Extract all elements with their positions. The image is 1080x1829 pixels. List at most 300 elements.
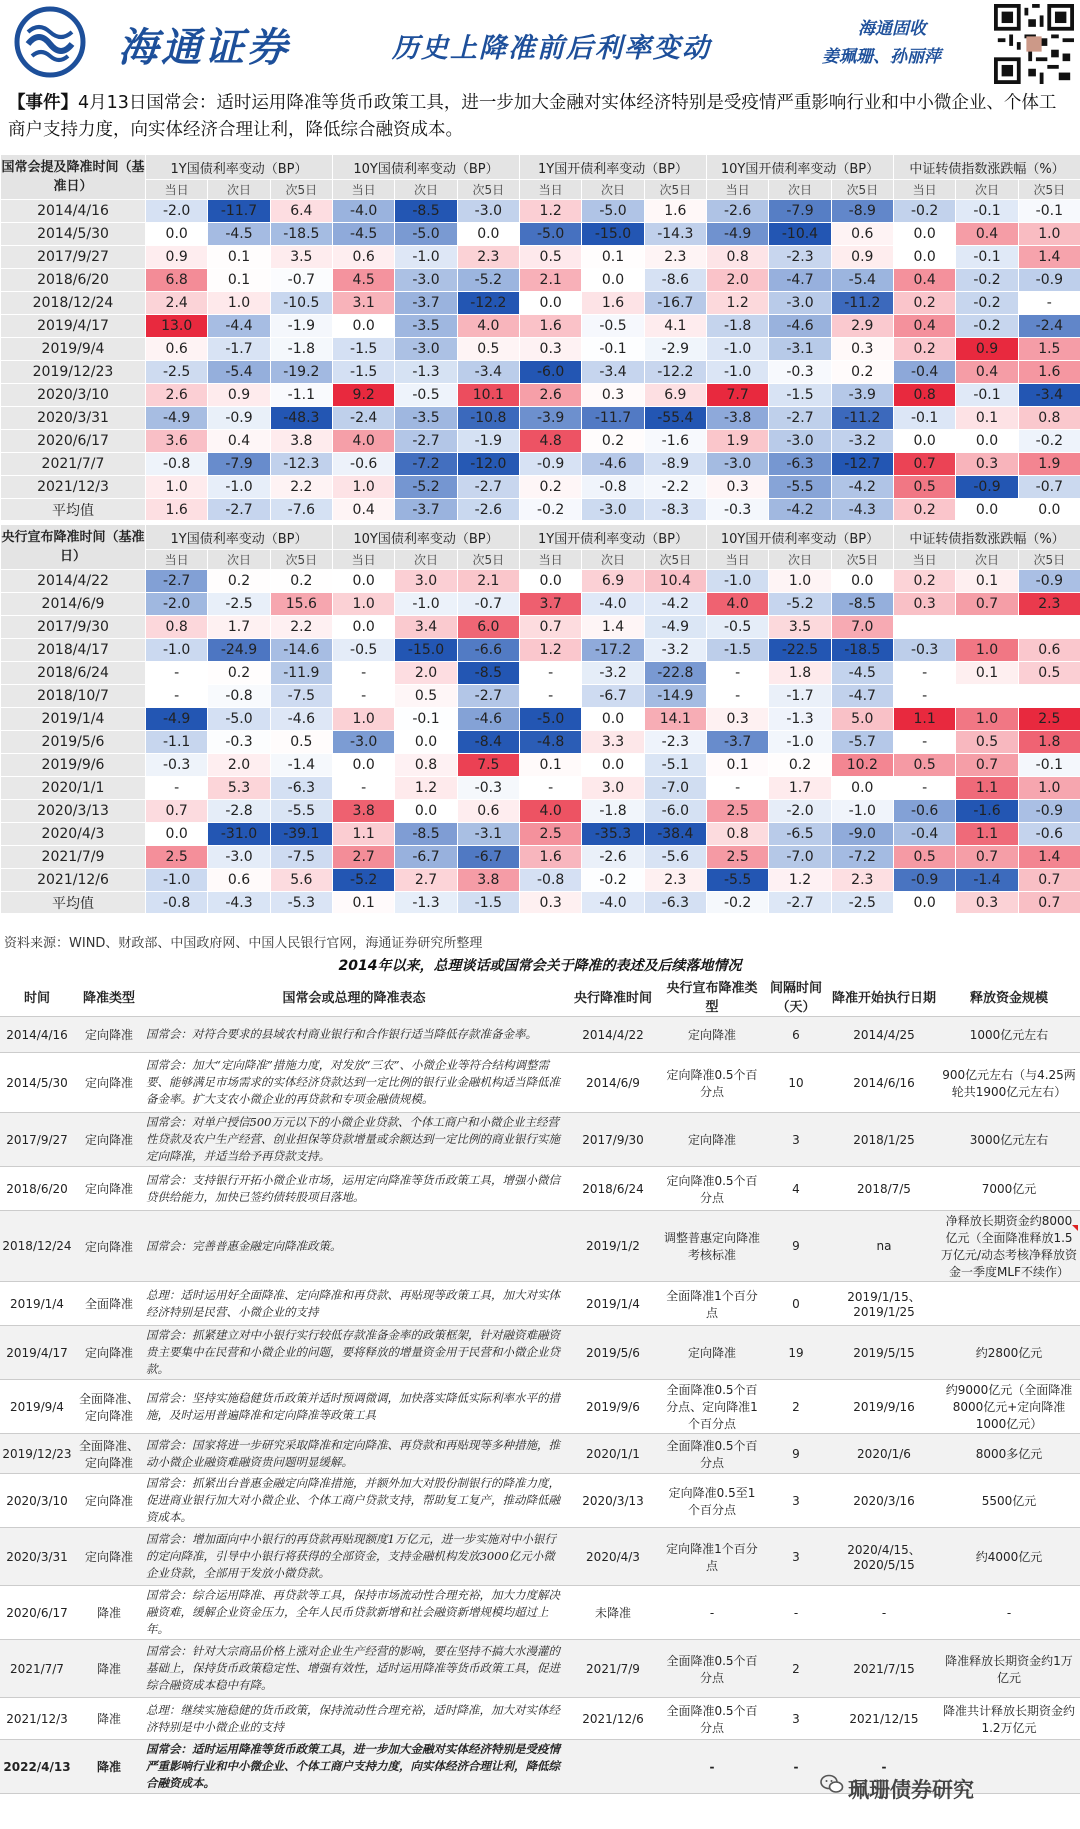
value-cell: -0.2 — [956, 269, 1018, 292]
row-date: 2019/9/6 — [1, 754, 146, 777]
value-cell: -38.4 — [644, 823, 706, 846]
row-date: 2020/3/31 — [1, 407, 146, 430]
value-cell: -3.4 — [457, 361, 519, 384]
cell-exec-date: 2019/5/15 — [830, 1326, 938, 1380]
table-row — [0, 1113, 1080, 1167]
table-row — [1, 315, 1080, 338]
value-cell: 5.3 — [208, 777, 270, 800]
value-cell: -0.4 — [893, 823, 955, 846]
table-row — [1, 476, 1080, 499]
value-cell: -24.9 — [208, 639, 270, 662]
value-cell: -6.3 — [769, 453, 831, 476]
average-cell: -5.3 — [270, 892, 332, 914]
row-date: 2020/4/3 — [1, 823, 146, 846]
cell-exec-date: 2021/7/15 — [830, 1640, 938, 1698]
value-cell: 6.9 — [582, 570, 644, 593]
value-cell: -4.9 — [146, 708, 208, 731]
event-text: 4月13日国常会：适时运用降准等货币政策工具，进一步加大金融对实体经济特别是受疫情严重影响行业和中小微企业、个体工商户支持力度，向实体经济合理让利，降低综合融资成本。 — [8, 93, 1057, 140]
value-cell: -0.2 — [956, 315, 1018, 338]
cell-statement: 国常会：国家将进一步研究采取降准和定向降准、再贷款和再贴现等多种措施，推动小微企业融资难融资贵问题明显缓解。 — [144, 1434, 564, 1474]
value-cell: 0.1 — [520, 754, 582, 777]
average-cell: -0.2 — [706, 892, 768, 914]
value-cell: 4.8 — [520, 430, 582, 453]
value-cell: 0.4 — [893, 315, 955, 338]
value-cell: 7.7 — [706, 384, 768, 407]
value-cell: -6.5 — [769, 823, 831, 846]
value-cell: 0.7 — [1018, 869, 1080, 892]
value-cell: 2.0 — [706, 269, 768, 292]
average-row — [1, 892, 1080, 914]
sub-header: 次日 — [956, 550, 1018, 570]
value-cell: 1.2 — [706, 292, 768, 315]
value-cell: -4.7 — [831, 685, 893, 708]
value-cell: -1.0 — [706, 361, 768, 384]
average-cell: 0.4 — [333, 499, 395, 521]
table-row — [1, 361, 1080, 384]
value-cell: -7.0 — [769, 846, 831, 869]
value-cell: 2.3 — [457, 246, 519, 269]
average-cell: -4.3 — [208, 892, 270, 914]
value-cell: -1.0 — [831, 800, 893, 823]
table-row — [1, 430, 1080, 453]
rrr-history-table — [0, 976, 1080, 1794]
value-cell: 0.0 — [582, 708, 644, 731]
value-cell: -4.6 — [270, 708, 332, 731]
value-cell: 1.8 — [1018, 731, 1080, 754]
average-label: 平均值 — [1, 499, 146, 521]
value-cell — [1018, 616, 1080, 639]
value-cell: -0.1 — [395, 708, 457, 731]
average-cell: -2.6 — [457, 499, 519, 521]
average-cell: -6.3 — [644, 892, 706, 914]
value-cell — [956, 616, 1018, 639]
value-cell: 0.0 — [520, 570, 582, 593]
column-header: 释放资金规模 — [938, 976, 1080, 1017]
value-cell: 1.6 — [644, 200, 706, 223]
row-date: 2019/12/23 — [1, 361, 146, 384]
average-cell: 0.0 — [956, 499, 1018, 521]
value-cell: -19.2 — [270, 361, 332, 384]
value-cell: -1.5 — [769, 384, 831, 407]
cell-type: 定向降准 — [74, 1113, 144, 1167]
value-cell: -4.5 — [831, 662, 893, 685]
cell-type: 降准 — [74, 1740, 144, 1794]
value-cell: -4.2 — [644, 593, 706, 616]
key-date-header: 国常会提及降准时间（基准日） — [1, 155, 146, 200]
cell-pboc-type: 定向降准0.5个百分点 — [662, 1053, 762, 1113]
table-row — [0, 1380, 1080, 1434]
group-header: 1Y国债利率变动（BP） — [146, 155, 333, 180]
value-cell: 1.0 — [1018, 777, 1080, 800]
value-cell: 1.0 — [146, 476, 208, 499]
cell-statement: 国常会：抓紧建立对中小银行实行较低存款准备金率的政策框架，针对融资难融资贵主要集中在民营和小微企业的问题，要将释放的增量资金用于民营和小微企业贷款。 — [144, 1326, 564, 1380]
value-cell: -11.9 — [270, 662, 332, 685]
table-row — [1, 223, 1080, 246]
value-cell: -3.9 — [520, 407, 582, 430]
sub-header: 次5日 — [644, 550, 706, 570]
value-cell: -8.5 — [457, 662, 519, 685]
value-cell: -55.4 — [644, 407, 706, 430]
cell-exec-date: 2020/1/6 — [830, 1434, 938, 1474]
value-cell: -1.0 — [208, 476, 270, 499]
value-cell: - — [333, 777, 395, 800]
value-cell: 4.0 — [520, 800, 582, 823]
value-cell: 0.7 — [956, 593, 1018, 616]
table-row — [1, 846, 1080, 869]
cell-pboc-date: 2017/9/30 — [564, 1113, 662, 1167]
value-cell: -9.0 — [831, 823, 893, 846]
value-cell: - — [520, 777, 582, 800]
value-cell: -2.2 — [644, 476, 706, 499]
value-cell: -3.8 — [706, 407, 768, 430]
value-cell: -1.8 — [270, 338, 332, 361]
value-cell: -4.2 — [831, 476, 893, 499]
value-cell: 0.0 — [395, 731, 457, 754]
cell-type: 定向降准 — [74, 1474, 144, 1528]
table-row — [1, 384, 1080, 407]
value-cell: 2.7 — [333, 846, 395, 869]
value-cell: - — [146, 662, 208, 685]
value-cell: 1.2 — [395, 777, 457, 800]
value-cell: 3.6 — [146, 430, 208, 453]
value-cell: -0.7 — [1018, 476, 1080, 499]
value-cell: 0.8 — [1018, 407, 1080, 430]
cell-amount: 3000亿元左右 — [938, 1113, 1080, 1167]
column-header: 间隔时间（天） — [762, 976, 830, 1017]
sub-header: 次日 — [208, 550, 270, 570]
value-cell: -2.7 — [395, 430, 457, 453]
value-cell: -2.3 — [644, 731, 706, 754]
value-cell: 2.2 — [270, 476, 332, 499]
value-cell: - — [706, 777, 768, 800]
cell-amount: 降准释放长期资金约1万亿元 — [938, 1640, 1080, 1698]
table-row — [1, 823, 1080, 846]
value-cell: 2.1 — [457, 570, 519, 593]
value-cell: -3.2 — [644, 639, 706, 662]
average-cell: 0.1 — [333, 892, 395, 914]
cell-time: 2018/6/20 — [0, 1167, 74, 1211]
cell-pboc-date: 2014/4/22 — [564, 1017, 662, 1053]
value-cell: 0.2 — [831, 361, 893, 384]
value-cell: -2.0 — [146, 593, 208, 616]
value-cell: -1.0 — [706, 570, 768, 593]
sub-header: 次5日 — [270, 550, 332, 570]
value-cell: -3.2 — [831, 430, 893, 453]
table-row — [0, 1474, 1080, 1528]
cell-time: 2021/7/7 — [0, 1640, 74, 1698]
average-cell: 0.2 — [893, 499, 955, 521]
value-cell: 2.5 — [146, 846, 208, 869]
cell-pboc-date: 2019/1/2 — [564, 1211, 662, 1282]
column-header: 降准开始执行日期 — [830, 976, 938, 1017]
value-cell: -14.6 — [270, 639, 332, 662]
value-cell: -3.9 — [831, 384, 893, 407]
value-cell: -3.0 — [769, 292, 831, 315]
value-cell: -5.0 — [520, 708, 582, 731]
table-row — [1, 639, 1080, 662]
cell-amount: 8000多亿元 — [938, 1434, 1080, 1474]
value-cell: 0.5 — [893, 754, 955, 777]
value-cell: -4.5 — [208, 223, 270, 246]
row-date: 2018/4/17 — [1, 639, 146, 662]
cell-amount: 7000亿元 — [938, 1167, 1080, 1211]
value-cell: 3.8 — [457, 869, 519, 892]
value-cell: -1.7 — [208, 338, 270, 361]
table-row — [1, 869, 1080, 892]
sub-header: 次日 — [582, 180, 644, 200]
value-cell: -6.7 — [582, 685, 644, 708]
cell-time: 2014/5/30 — [0, 1053, 74, 1113]
cell-pboc-type: 定向降准 — [662, 1113, 762, 1167]
cell-pboc-date: 未降准 — [564, 1586, 662, 1640]
row-date: 2019/5/6 — [1, 731, 146, 754]
value-cell: -2.0 — [146, 200, 208, 223]
cell-statement: 国常会：增加面向中小银行的再贷款再贴现额度1万亿元，进一步实施对中小银行的定向降准，引导中小银行将获得的全部资金，支持金融机构发放3000亿元小微企业贷款，全部用于发放小微贷款。 — [144, 1528, 564, 1586]
value-cell: -18.5 — [831, 639, 893, 662]
row-date: 2019/4/17 — [1, 315, 146, 338]
group-header: 1Y国开债利率变动（BP） — [520, 155, 707, 180]
value-cell: -0.1 — [1018, 200, 1080, 223]
sub-header: 次5日 — [644, 180, 706, 200]
cell-statement: 国常会：综合运用降准、再贷款等工具，保持市场流动性合理充裕，加大力度解决融资难，缓解企业资金压力，全年人民币贷款新增和社会融资新增规模均超过上年。 — [144, 1586, 564, 1640]
value-cell: 7.0 — [831, 616, 893, 639]
value-cell: 0.9 — [146, 246, 208, 269]
cell-type: 定向降准 — [74, 1167, 144, 1211]
table-row — [1, 685, 1080, 708]
value-cell: -5.0 — [582, 200, 644, 223]
cell-pboc-type: 全面降准0.5个百分点 — [662, 1640, 762, 1698]
value-cell: 4.5 — [333, 269, 395, 292]
average-cell: -0.8 — [146, 892, 208, 914]
cell-gap: 19 — [762, 1326, 830, 1380]
cell-gap: 3 — [762, 1698, 830, 1740]
value-cell: 0.3 — [706, 476, 768, 499]
value-cell: 0.2 — [270, 570, 332, 593]
value-cell: -2.6 — [706, 200, 768, 223]
value-cell: 1.1 — [893, 708, 955, 731]
value-cell: -1.1 — [146, 731, 208, 754]
average-cell: -7.6 — [270, 499, 332, 521]
value-cell: -0.3 — [893, 639, 955, 662]
value-cell: -3.7 — [395, 292, 457, 315]
cell-pboc-type: 全面降准1个百分点 — [662, 1282, 762, 1326]
value-cell: -0.1 — [582, 338, 644, 361]
value-cell: 1.0 — [333, 593, 395, 616]
cell-pboc-date: 2020/3/13 — [564, 1474, 662, 1528]
value-cell: 1.0 — [333, 476, 395, 499]
column-header: 央行降准时间 — [564, 976, 662, 1017]
value-cell: 0.2 — [893, 570, 955, 593]
value-cell: 0.9 — [208, 384, 270, 407]
sub-header: 次日 — [395, 550, 457, 570]
sub-header: 次日 — [769, 180, 831, 200]
value-cell: -6.0 — [644, 800, 706, 823]
value-cell: -7.5 — [270, 685, 332, 708]
cell-exec-date: 2019/9/16 — [830, 1380, 938, 1434]
authors: 姜珮珊、孙丽萍 — [822, 47, 941, 67]
cell-pboc-type: 全面降准0.5个百分点、定向降准1个百分点 — [662, 1380, 762, 1434]
value-cell: 0.5 — [956, 731, 1018, 754]
value-cell: -4.5 — [333, 223, 395, 246]
value-cell — [893, 616, 955, 639]
value-cell: 0.5 — [457, 338, 519, 361]
value-cell: -0.9 — [208, 407, 270, 430]
sub-header: 当日 — [333, 180, 395, 200]
value-cell: 0.4 — [956, 361, 1018, 384]
value-cell: 0.5 — [520, 246, 582, 269]
table-row — [1, 570, 1080, 593]
sub-header: 次5日 — [1018, 180, 1080, 200]
value-cell: 2.5 — [520, 823, 582, 846]
cell-time: 2019/9/4 — [0, 1380, 74, 1434]
column-header: 国常会或总理的降准表态 — [144, 976, 564, 1017]
value-cell: -1.0 — [706, 338, 768, 361]
value-cell: 1.1 — [956, 823, 1018, 846]
cell-amount: 约9000亿元（全面降准8000亿元+定向降准1000亿元） — [938, 1380, 1080, 1434]
value-cell: -11.7 — [208, 200, 270, 223]
sub-header: 次日 — [395, 180, 457, 200]
cell-type: 定向降准 — [74, 1053, 144, 1113]
value-cell: 1.2 — [520, 200, 582, 223]
value-cell: 7.5 — [457, 754, 519, 777]
value-cell: - — [333, 685, 395, 708]
cell-pboc-type: - — [662, 1586, 762, 1640]
value-cell: 2.3 — [831, 869, 893, 892]
group-header: 中证转债指数涨跌幅（%） — [893, 155, 1080, 180]
cell-type: 定向降准 — [74, 1211, 144, 1282]
table-row — [1, 708, 1080, 731]
average-cell: -3.0 — [582, 499, 644, 521]
source-note: 资料来源：WIND、财政部、中国政府网、中国人民银行官网，海通证券研究所整理 — [4, 936, 483, 951]
value-cell: 6.0 — [457, 616, 519, 639]
value-cell: 0.0 — [457, 223, 519, 246]
value-cell: -4.6 — [582, 453, 644, 476]
value-cell: -0.5 — [333, 639, 395, 662]
cell-type: 定向降准 — [74, 1017, 144, 1053]
value-cell: -10.4 — [769, 223, 831, 246]
value-cell: -7.2 — [395, 453, 457, 476]
value-cell: 0.8 — [893, 384, 955, 407]
table-row — [0, 1586, 1080, 1640]
value-cell: 2.0 — [395, 662, 457, 685]
sub-header: 当日 — [706, 180, 768, 200]
table-row — [1, 338, 1080, 361]
cell-pboc-date: 2020/1/1 — [564, 1434, 662, 1474]
value-cell: 0.8 — [706, 823, 768, 846]
value-cell: -16.7 — [644, 292, 706, 315]
average-cell: 1.6 — [146, 499, 208, 521]
value-cell: 3.0 — [395, 570, 457, 593]
value-cell: 0.1 — [956, 570, 1018, 593]
cell-exec-date: - — [830, 1586, 938, 1640]
qr-code-icon — [994, 4, 1074, 84]
value-cell: -1.8 — [582, 800, 644, 823]
value-cell: -0.9 — [893, 869, 955, 892]
value-cell: -4.8 — [520, 731, 582, 754]
cell-pboc-date: 2021/7/9 — [564, 1640, 662, 1698]
cell-statement: 国常会：加大“定向降准”措施力度，对发放“三农”、小微企业等符合结构调整需要、能够满足市场需求的实体经济贷款达到一定比例的银行业金融机构适当降低准备金率。扩大支农小微企业的再贷款和专项金融债规模。 — [144, 1053, 564, 1113]
cell-exec-date: 2020/4/15、2020/5/15 — [830, 1528, 938, 1586]
value-cell: -0.3 — [146, 754, 208, 777]
value-cell: 2.6 — [520, 384, 582, 407]
value-cell: - — [1018, 292, 1080, 315]
value-cell: - — [893, 731, 955, 754]
value-cell: 0.6 — [146, 338, 208, 361]
value-cell: -7.5 — [270, 846, 332, 869]
value-cell: 3.0 — [582, 777, 644, 800]
value-cell: 3.7 — [520, 593, 582, 616]
value-cell: -2.3 — [769, 246, 831, 269]
value-cell: 1.9 — [706, 430, 768, 453]
value-cell: -0.1 — [956, 200, 1018, 223]
value-cell: -3.4 — [582, 361, 644, 384]
value-cell: 6.9 — [644, 384, 706, 407]
row-date: 2020/3/13 — [1, 800, 146, 823]
value-cell: 5.6 — [270, 869, 332, 892]
value-cell: -0.3 — [769, 361, 831, 384]
value-cell: 0.0 — [333, 315, 395, 338]
cell-gap: 6 — [762, 1017, 830, 1053]
value-cell: 3.3 — [582, 731, 644, 754]
row-date: 2019/9/4 — [1, 338, 146, 361]
sub-header: 次5日 — [831, 180, 893, 200]
value-cell: -10.8 — [457, 407, 519, 430]
value-cell: -0.8 — [520, 869, 582, 892]
value-cell: 0.0 — [582, 269, 644, 292]
value-cell: -0.1 — [956, 246, 1018, 269]
table-row — [0, 1053, 1080, 1113]
value-cell: 0.9 — [831, 246, 893, 269]
value-cell: -0.1 — [893, 407, 955, 430]
value-cell: - — [146, 777, 208, 800]
average-cell: -3.7 — [395, 499, 457, 521]
value-cell: -4.9 — [706, 223, 768, 246]
table-row — [1, 407, 1080, 430]
value-cell: -0.8 — [146, 453, 208, 476]
row-date: 2021/12/3 — [1, 476, 146, 499]
value-cell: -0.9 — [1018, 800, 1080, 823]
average-cell: 0.3 — [956, 892, 1018, 914]
value-cell: -5.5 — [270, 800, 332, 823]
cell-type: 降准 — [74, 1698, 144, 1740]
cell-time: 2018/12/24 — [0, 1211, 74, 1282]
value-cell: -1.7 — [769, 685, 831, 708]
table-row — [0, 1211, 1080, 1282]
value-cell: -2.4 — [333, 407, 395, 430]
value-cell: -3.1 — [457, 823, 519, 846]
value-cell: -2.7 — [457, 476, 519, 499]
value-cell: - — [706, 662, 768, 685]
value-cell: -5.4 — [831, 269, 893, 292]
cell-gap: 9 — [762, 1211, 830, 1282]
average-cell: -0.2 — [520, 499, 582, 521]
value-cell: 0.7 — [893, 453, 955, 476]
value-cell: -0.3 — [208, 731, 270, 754]
cell-time: 2019/1/4 — [0, 1282, 74, 1326]
cell-exec-date: 2018/7/5 — [830, 1167, 938, 1211]
cell-time: 2019/4/17 — [0, 1326, 74, 1380]
value-cell: 1.6 — [520, 846, 582, 869]
value-cell: 0.6 — [208, 869, 270, 892]
event-description — [8, 90, 1072, 144]
value-cell: 0.0 — [395, 800, 457, 823]
cell-exec-date: - — [830, 1740, 938, 1794]
cell-amount: 900亿元左右（与4.25两轮共1900亿元左右） — [938, 1053, 1080, 1113]
value-cell: -5.0 — [520, 223, 582, 246]
value-cell — [1018, 685, 1080, 708]
value-cell: 2.6 — [146, 384, 208, 407]
value-cell: 3.8 — [270, 430, 332, 453]
